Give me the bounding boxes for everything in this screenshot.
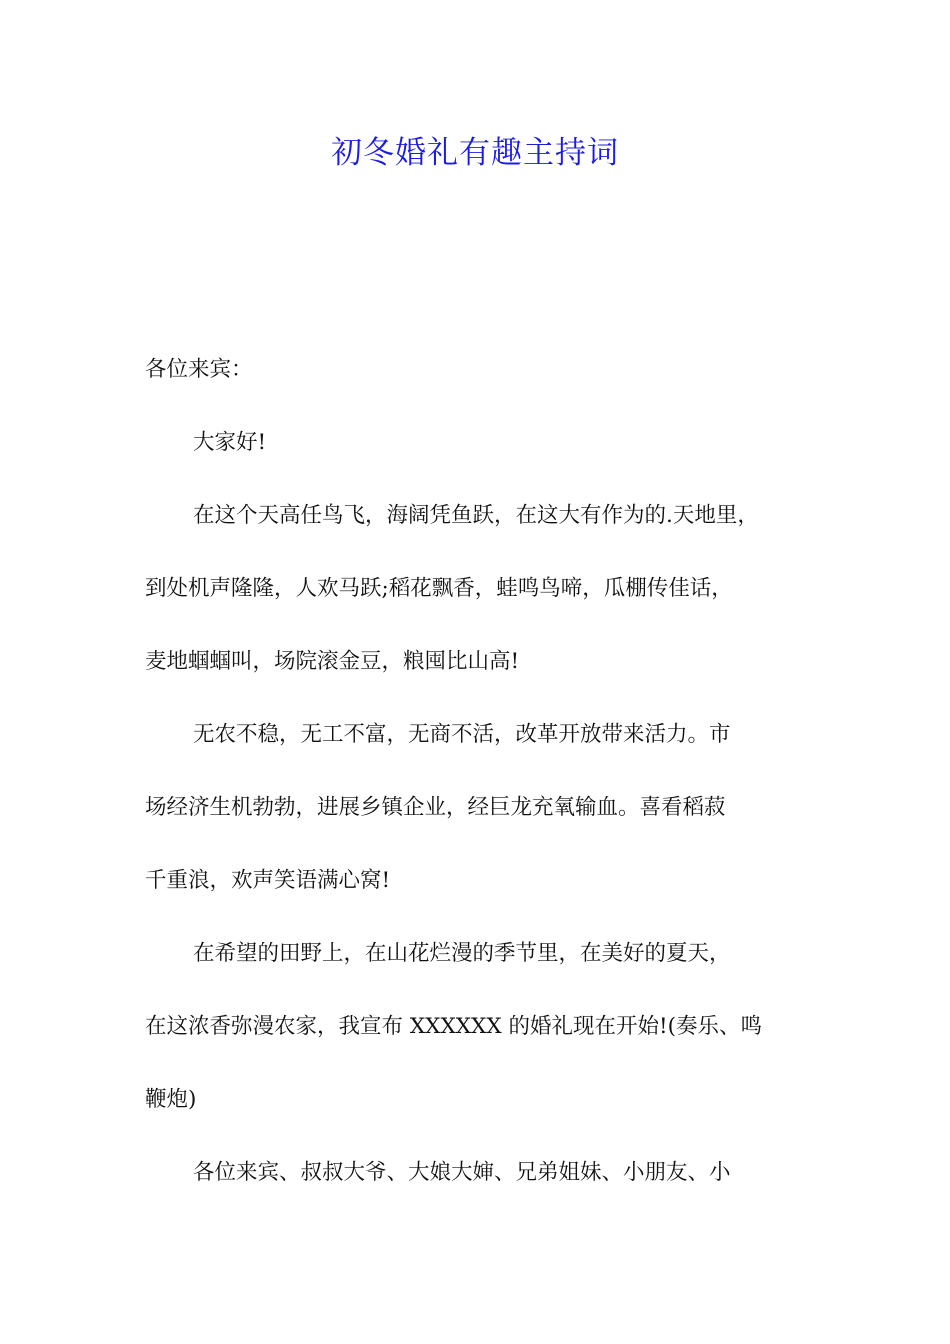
paragraph-line: 在希望的田野上，在山花烂漫的季节里，在美好的夏天， (193, 941, 731, 966)
document-body (145, 333, 825, 1209)
paragraph-line: 场经济生机勃勃，进展乡镇企业，经巨龙充氧输血。喜看稻菽 (145, 795, 726, 820)
paragraph-line: 麦地蝈蝈叫，场院滚金豆，粮囤比山高! (145, 649, 520, 674)
paragraph-line: 在这个天高任鸟飞，海阔凭鱼跃，在这大有作为的.天地里， (193, 503, 759, 528)
paragraph-line: 各位来宾、叔叔大爷、大娘大婶、兄弟姐妹、小朋友、小 (193, 1160, 731, 1185)
document-title: 初冬婚礼有趣主持词 (331, 135, 619, 171)
paragraph-line: 无农不稳，无工不富，无商不活，改革开放带来活力。市 (193, 722, 731, 747)
paragraph-line: 千重浪，欢声笑语满心窝! (145, 868, 391, 893)
paragraph-line: 在这浓香弥漫农家，我宣布 XXXXXX 的婚礼现在开始!(奏乐、鸣 (145, 1014, 763, 1039)
paragraph-line: 鞭炮) (145, 1087, 197, 1112)
paragraph-line: 到处机声隆隆，人欢马跃;稻花飘香，蛙鸣鸟啼，瓜棚传佳话， (145, 576, 733, 601)
paragraph-line: 各位来宾： (145, 357, 253, 382)
paragraph-line: 大家好! (193, 430, 267, 455)
